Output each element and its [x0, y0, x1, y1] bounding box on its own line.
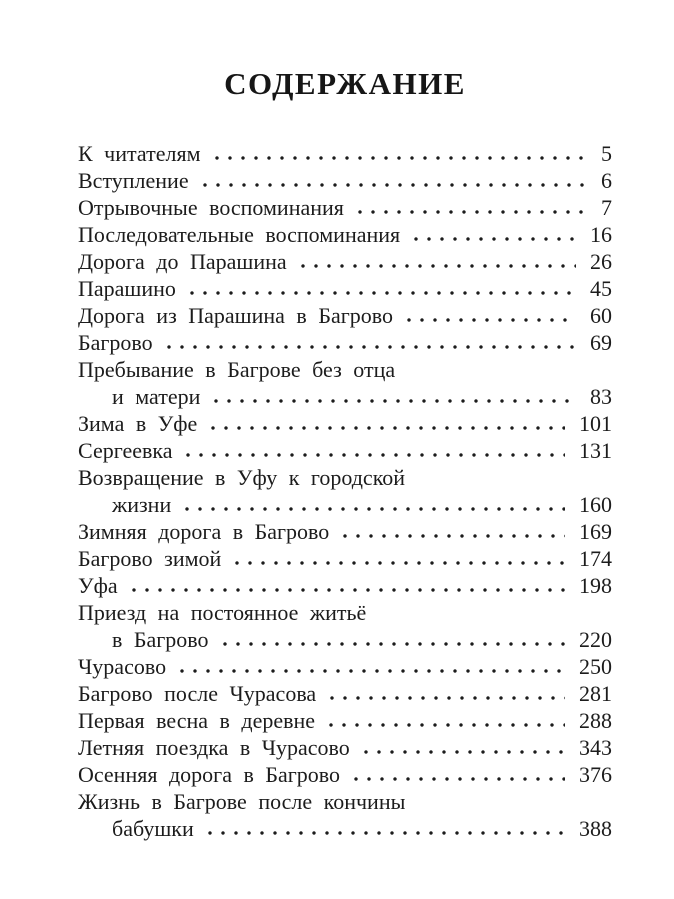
toc-entry-title: Багрово	[78, 330, 153, 355]
toc-page-number: 281	[579, 681, 612, 706]
toc-entry-title: Последовательные воспоминания	[78, 222, 401, 247]
toc-entry-title: в Багрово	[112, 627, 209, 652]
toc-page-number: 343	[579, 735, 612, 760]
dot-leader	[188, 275, 576, 302]
page-title: СОДЕРЖАНИЕ	[224, 66, 466, 101]
toc-entry-line	[78, 653, 612, 680]
toc-page-number: 16	[590, 222, 612, 247]
toc-entry-line	[78, 707, 612, 734]
toc-entry-title: Парашино	[78, 276, 176, 301]
toc-page-number: 69	[590, 330, 612, 355]
toc-entry-title: Отрывочные воспоминания	[78, 195, 344, 220]
dot-leader	[184, 437, 565, 464]
toc-entry-title: Приезд на постоянное житьё	[78, 600, 367, 625]
toc-page-number: 169	[579, 519, 612, 544]
dot-leader	[412, 221, 576, 248]
toc-page-number: 388	[579, 816, 612, 841]
toc-entry-title: Возвращение в Уфу к городской	[78, 465, 406, 490]
toc-page-number: 6	[601, 168, 612, 193]
toc-entry-title: бабушки	[112, 816, 194, 841]
toc-entry-line	[78, 356, 612, 383]
toc-entry-title: Летняя поездка в Чурасово	[78, 735, 350, 760]
toc-entry-title: Чурасово	[78, 654, 167, 679]
toc-entry-title: Дорога из Парашина в Багрово	[78, 303, 393, 328]
toc-entry-line	[78, 248, 612, 275]
toc-entry-title: Пребывание в Багрове без отца	[78, 357, 396, 382]
toc-entry-title: Зимняя дорога в Багрово	[78, 519, 330, 544]
toc-entry-line	[78, 788, 612, 815]
toc-entry-title: Уфа	[78, 573, 118, 598]
toc-entry-line	[78, 572, 612, 599]
toc-entry-title: Зима в Уфе	[78, 411, 198, 436]
toc-entry-line	[78, 761, 612, 788]
dot-leader	[299, 248, 576, 275]
toc-entry-line	[78, 302, 612, 329]
toc-page-number: 376	[579, 762, 612, 787]
toc-page-number: 45	[590, 276, 612, 301]
toc-entry-title: и матери	[112, 384, 201, 409]
toc-entry-title: Осенняя дорога в Багрово	[78, 762, 340, 787]
toc-page-number: 220	[579, 627, 612, 652]
toc-page-number: 174	[579, 546, 612, 571]
dot-leader	[183, 491, 565, 518]
toc-entry-line	[78, 437, 612, 464]
toc-entry-line	[78, 221, 612, 248]
toc-entry-line	[78, 383, 612, 410]
toc-page-number: 288	[579, 708, 612, 733]
toc-entry-line	[78, 626, 612, 653]
toc-entry-line	[78, 491, 612, 518]
toc-page-number: 83	[590, 384, 612, 409]
toc-entry-title: Багрово после Чурасова	[78, 681, 317, 706]
toc-entry-title: жизни	[112, 492, 172, 517]
dot-leader	[327, 707, 565, 734]
toc-page-number: 60	[590, 303, 612, 328]
dot-leader	[352, 761, 565, 788]
toc-entry-title: Багрово зимой	[78, 546, 222, 571]
toc-entry-title: Сергеевка	[78, 438, 173, 463]
toc-entry-line	[78, 518, 612, 545]
dot-leader	[178, 653, 565, 680]
toc-entry-line	[78, 545, 612, 572]
toc-page-number: 7	[601, 195, 612, 220]
dot-leader	[221, 626, 565, 653]
dot-leader	[201, 167, 584, 194]
dot-leader	[405, 302, 576, 329]
dot-leader	[165, 329, 576, 356]
toc-list	[78, 140, 612, 842]
dot-leader	[362, 734, 565, 761]
dot-leader	[130, 572, 565, 599]
dot-leader	[212, 383, 576, 410]
dot-leader	[341, 518, 565, 545]
toc-entry-title: К читателям	[78, 141, 201, 166]
toc-entry-line	[78, 599, 612, 626]
toc-entry-line	[78, 194, 612, 221]
toc-entry-line	[78, 140, 612, 167]
dot-leader	[356, 194, 584, 221]
toc-page-number: 5	[601, 141, 612, 166]
dot-leader	[213, 140, 585, 167]
toc-entry-line	[78, 167, 612, 194]
toc-entry-line	[78, 734, 612, 761]
toc-page-number: 131	[579, 438, 612, 463]
toc-entry-line	[78, 275, 612, 302]
dot-leader	[206, 815, 565, 842]
toc-page-number: 198	[579, 573, 612, 598]
toc-entry-line	[78, 329, 612, 356]
dot-leader	[328, 680, 565, 707]
toc-entry-line	[78, 464, 612, 491]
toc-entry-title: Первая весна в деревне	[78, 708, 316, 733]
toc-entry-line	[78, 815, 612, 842]
toc-entry-title: Жизнь в Багрове после кончины	[78, 789, 406, 814]
toc-entry-line	[78, 680, 612, 707]
toc-entry-line	[78, 410, 612, 437]
toc-page-number: 160	[579, 492, 612, 517]
toc-entry-title: Дорога до Парашина	[78, 249, 287, 274]
dot-leader	[233, 545, 565, 572]
toc-page-number: 250	[579, 654, 612, 679]
dot-leader	[209, 410, 565, 437]
toc-page-number: 26	[590, 249, 612, 274]
toc-page-number: 101	[579, 411, 612, 436]
toc-entry-title: Вступление	[78, 168, 189, 193]
